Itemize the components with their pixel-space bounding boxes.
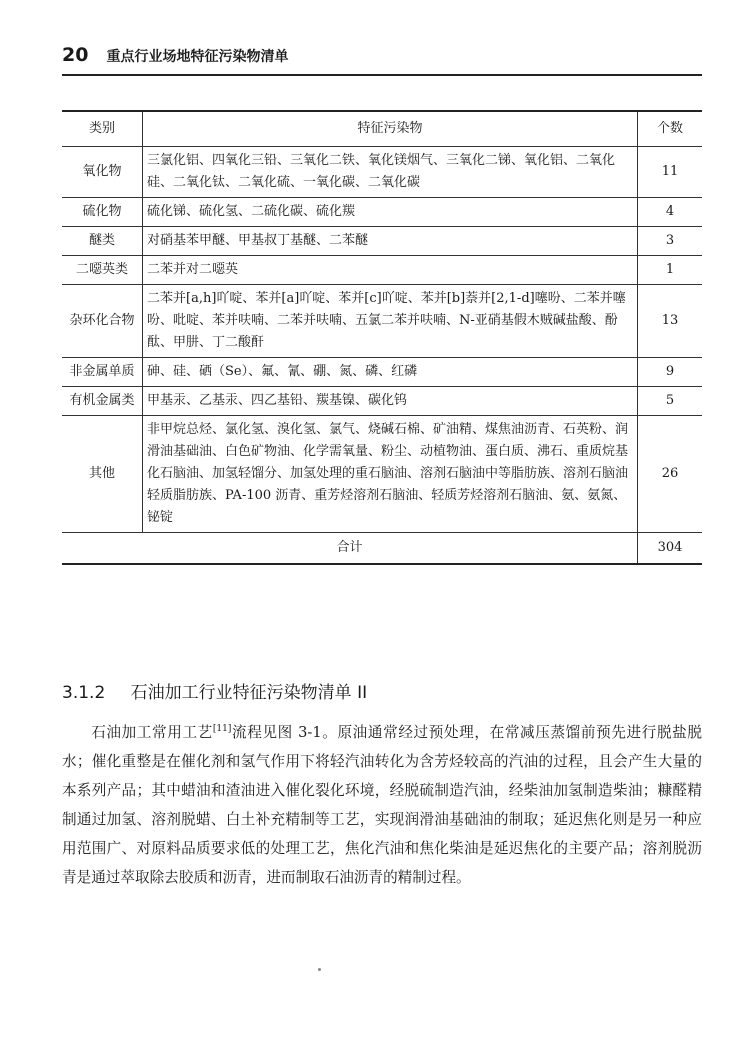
- row-category: 醚类: [62, 227, 143, 256]
- row-pollutants: 甲基汞、乙基汞、四乙基铅、羰基镍、碳化钨: [143, 387, 638, 416]
- table-row: [62, 416, 702, 533]
- row-category: 二噁英类: [62, 256, 143, 285]
- row-pollutants: 二苯并[a,h]吖啶、苯并[a]吖啶、苯并[c]吖啶、苯并[b]萘并[2,1-d]噻吩、二苯并噻吩、吡啶、苯并呋喃、二苯并呋喃、五氯二苯并呋喃、N-亚硝基假木贼碱盐酸、酚酞、甲肼、丁二酸酐: [143, 285, 638, 358]
- table-row: [62, 198, 702, 227]
- row-category: 其他: [62, 416, 143, 533]
- table-row: [62, 256, 702, 285]
- citation-reference: [11]: [212, 724, 232, 735]
- running-title: 重点行业场地特征污染物清单: [106, 49, 289, 65]
- row-category: 杂环化合物: [62, 285, 143, 358]
- table-header-row: [62, 111, 702, 147]
- row-pollutants: 非甲烷总烃、氯化氢、溴化氢、氯气、烧碱石棉、矿油精、煤焦油沥青、石英粉、润滑油基础油、白色矿物油、化学需氧量、粉尘、动植物油、蛋白质、沸石、重质烷基化石脑油、加氢轻馏分、加氢处理的重石脑油、溶剂石脑油中等脂肪族、溶剂石脑油轻质脂肪族、PA-100 沥青、重芳烃溶剂石脑油、轻质芳烃溶剂石脑油、氨、氨氮、铋锭: [143, 416, 638, 533]
- row-count: 11: [638, 147, 703, 198]
- row-count: 13: [638, 285, 703, 358]
- row-pollutants: 硫化锑、硫化氢、二硫化碳、硫化羰: [143, 198, 638, 227]
- total-count: 304: [638, 533, 703, 565]
- header-rule: [62, 74, 702, 76]
- table-row: [62, 285, 702, 358]
- row-category: 硫化物: [62, 198, 143, 227]
- row-pollutants: 砷、硅、硒（Se）、氟、氰、硼、氮、磷、红磷: [143, 358, 638, 387]
- page-number: 20: [62, 44, 89, 66]
- total-label: 合计: [62, 533, 638, 565]
- section-number: 3.1.2: [62, 683, 106, 703]
- row-pollutants: 对硝基苯甲醚、甲基叔丁基醚、二苯醚: [143, 227, 638, 256]
- row-count: 4: [638, 198, 703, 227]
- row-pollutants: 二苯并对二噁英: [143, 256, 638, 285]
- row-count: 1: [638, 256, 703, 285]
- header-count: 个数: [638, 111, 703, 147]
- table-row: [62, 147, 702, 198]
- row-count: 26: [638, 416, 703, 533]
- row-category: 非金属单质: [62, 358, 143, 387]
- table-row: [62, 227, 702, 256]
- page-header: [62, 44, 702, 66]
- header-category: 类别: [62, 111, 143, 147]
- page-speck: [318, 968, 321, 971]
- row-category: 有机金属类: [62, 387, 143, 416]
- header-pollutants: 特征污染物: [143, 111, 638, 147]
- row-pollutants: 三氯化铝、四氧化三铅、三氧化二铁、氧化镁烟气、三氧化二锑、氧化铝、二氧化硅、二氧化钛、二氧化硫、一氧化碳、二氧化碳: [143, 147, 638, 198]
- table-row: [62, 358, 702, 387]
- section-title: 石油加工行业特征污染物清单 II: [130, 683, 368, 703]
- pollutant-table: [62, 110, 702, 565]
- row-count: 3: [638, 227, 703, 256]
- table-row: [62, 387, 702, 416]
- paragraph-text-start: 石油加工常用工艺: [91, 724, 213, 741]
- row-count: 5: [638, 387, 703, 416]
- row-count: 9: [638, 358, 703, 387]
- section-heading: [62, 678, 702, 703]
- table-total-row: [62, 533, 702, 565]
- paragraph-text-rest: 流程见图 3-1。原油通常经过预处理，在常减压蒸馏前预先进行脱盐脱水；催化重整是在催化剂和氢气作用下将轻汽油转化为含芳烃较高的汽油的过程，且会产生大量的本系列产品；其中蜡油和渣油进入催化裂化环境，经脱硫制造汽油，经柴油加氢制造柴油；糠醛精制通过加氢、溶剂脱蜡、白土补充精制等工艺，实现润滑油基础油的制取；延迟焦化则是另一种应用范围广、对原料品质要求低的处理工艺，焦化汽油和焦化柴油是延迟焦化的主要产品；溶剂脱沥青是通过萃取除去胶质和沥青，进而制取石油沥青的精制过程。: [62, 724, 702, 886]
- row-category: 氧化物: [62, 147, 143, 198]
- body-paragraph: [62, 718, 702, 892]
